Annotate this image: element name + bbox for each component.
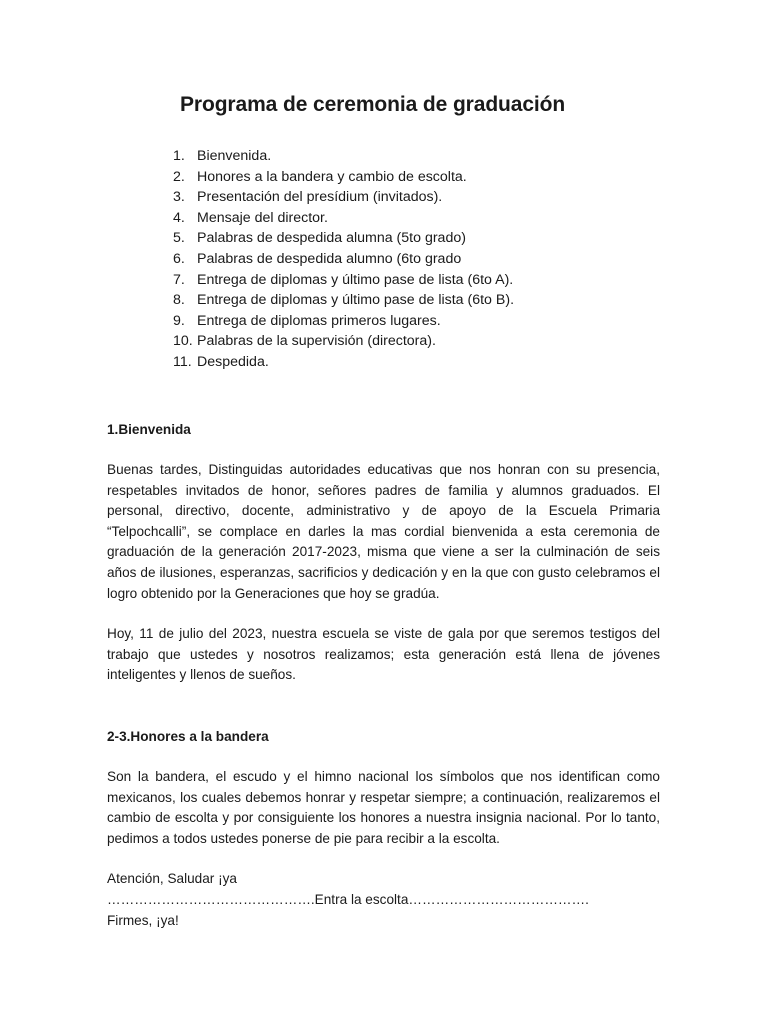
program-item-number: 9.	[173, 312, 185, 329]
section-paragraph: Buenas tardes, Distinguidas autoridades educativas que nos honran con su presencia, respetables invitados de honor, señores padres de familia y alumnos graduados. El personal, directivo, docente, administrativo y de apoyo de la Escuela Primaria “Telpochcalli”, se complace en darles la mas cordial bienvenida a esta ceremonia de graduación de la generación 2017-2023, misma que viene a ser la culminación de seis años de ilusiones, esperanzas, sacrificios y dedicación y en la que con gusto celebramos el logro obtenido por la Generaciones que hoy se gradúa.	[107, 462, 660, 601]
program-item	[173, 311, 514, 332]
program-item	[173, 167, 514, 188]
program-list	[173, 146, 514, 373]
section-bienvenida	[107, 420, 660, 686]
section-honores	[107, 727, 660, 931]
program-item-text: Presentación del presídium (invitados).	[197, 189, 443, 206]
program-item-text: Palabras de despedida alumna (5to grado)	[197, 230, 466, 247]
section-paragraph: Hoy, 11 de julio del 2023, nuestra escuela se viste de gala por que seremos testigos del trabajo que ustedes y nosotros realizamos; esta generación está llena de jóvenes inteligentes y llenos de sueños.	[107, 626, 660, 683]
program-item-number: 5.	[173, 230, 185, 247]
program-item	[173, 228, 514, 249]
program-item-text: Honores a la bandera y cambio de escolta.	[197, 168, 467, 185]
section-heading: 2-3.Honores a la bandera	[107, 729, 269, 744]
program-item	[173, 270, 514, 291]
program-item-number: 7.	[173, 271, 185, 288]
program-item	[173, 352, 514, 373]
program-item-text: Despedida.	[197, 353, 269, 370]
program-item-text: Mensaje del director.	[197, 209, 328, 226]
program-item-number: 1.	[173, 148, 185, 164]
program-item-text: Entrega de diplomas primeros lugares.	[197, 312, 441, 329]
program-item	[173, 290, 514, 311]
program-item-number: 4.	[173, 209, 185, 226]
program-item	[173, 249, 514, 270]
program-item-number: 8.	[173, 292, 185, 309]
program-item-number: 2.	[173, 168, 185, 185]
program-item-text: Palabras de despedida alumno (6to grado	[197, 250, 462, 267]
command-line: Firmes, ¡ya!	[107, 912, 179, 928]
section-paragraph: Son la bandera, el escudo y el himno nacional los símbolos que nos identifican como mexicanos, los cuales debemos honrar y respetar siempre; a continuación, realizaremos el cambio de escolta y por consiguiente los honores a nuestra insignia nacional. Por lo tanto, pedimos a todos ustedes ponerse de pie para recibir a la escolta.	[107, 769, 660, 846]
section-heading: 1.Bienvenida	[107, 422, 191, 437]
program-item	[173, 208, 514, 229]
command-line: Atención, Saludar ¡ya	[107, 871, 237, 887]
program-item-number: 6.	[173, 250, 185, 267]
program-item-text: Entrega de diplomas y último pase de lista (6to A).	[197, 271, 514, 288]
program-item-number: 11.	[173, 353, 192, 370]
program-item-number: 10.	[173, 333, 193, 350]
command-line: ……………………………………….Entra la escolta………………………………….	[107, 891, 589, 907]
program-item	[173, 187, 514, 208]
program-item-text: Entrega de diplomas y último pase de lista (6to B).	[197, 292, 515, 309]
program-item-text: Bienvenida.	[197, 148, 272, 164]
program-item-number: 3.	[173, 189, 185, 206]
document-title: Programa de ceremonia de graduación	[180, 93, 566, 116]
program-item	[173, 331, 514, 352]
program-item	[173, 146, 514, 167]
program-item-text: Palabras de la supervisión (directora).	[197, 333, 436, 350]
